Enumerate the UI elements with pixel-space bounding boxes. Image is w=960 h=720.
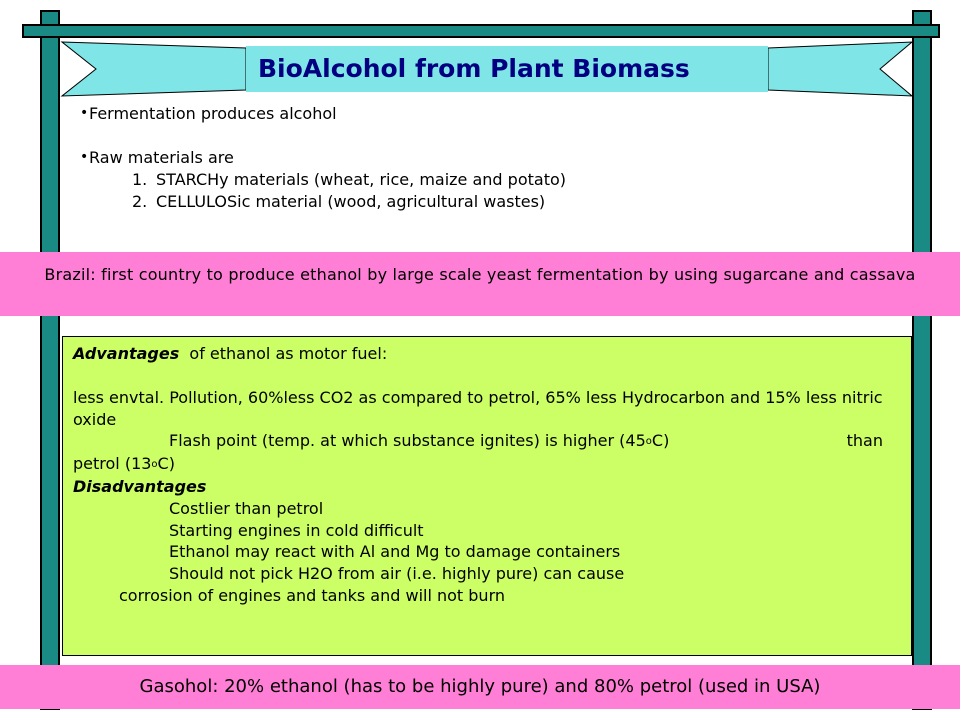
- flash-point-text: Flash point (temp. at which substance ignites) is higher (45$^o$C) than: [169, 431, 883, 451]
- advantages-heading: Advantages: [73, 344, 180, 363]
- flash-point-text-cont: petrol (13$^o$C): [73, 454, 175, 474]
- gasohol-note: Gasohol: 20% ethanol (has to be highly pure) and 80% petrol (used in USA): [0, 665, 960, 709]
- frame-post-right: [912, 10, 932, 710]
- disadvantage-item: Costlier than petrol: [169, 498, 324, 518]
- ethanol-fuel-box: [62, 336, 912, 656]
- sub-list-item: 2. CELLULOSic material (wood, agricultural wastes): [132, 192, 546, 211]
- sub-list-item: 1. STARCHy materials (wheat, rice, maize and potato): [132, 170, 566, 189]
- disadvantage-item: Starting engines in cold difficult: [169, 520, 424, 540]
- disadvantage-item: Ethanol may react with Al and Mg to damage containers: [169, 542, 621, 562]
- bullet-item: • Raw materials are: [80, 147, 566, 169]
- bullet-list: [80, 103, 566, 213]
- bullet-item: • Fermentation produces alcohol: [80, 103, 566, 125]
- disadvantage-item: Should not pick H2O from air (i.e. highly pure) can cause: [169, 564, 625, 584]
- advantages-heading-line: Advantages of ethanol as motor fuel:: [73, 344, 388, 363]
- pollution-text: less envtal. Pollution, 60%less CO2 as compared to petrol, 65% less Hydrocarbon and 15% less nitric oxide: [73, 387, 883, 429]
- disadvantages-heading: Disadvantages: [73, 476, 207, 496]
- brazil-note: Brazil: first country to produce ethanol by large scale yeast fermentation by using sugarcane and cassava: [0, 252, 960, 316]
- page-title: BioAlcohol from Plant Biomass: [246, 46, 768, 92]
- disadvantage-item-cont: corrosion of engines and tanks and will not burn: [119, 585, 506, 605]
- frame-post-left: [40, 10, 60, 710]
